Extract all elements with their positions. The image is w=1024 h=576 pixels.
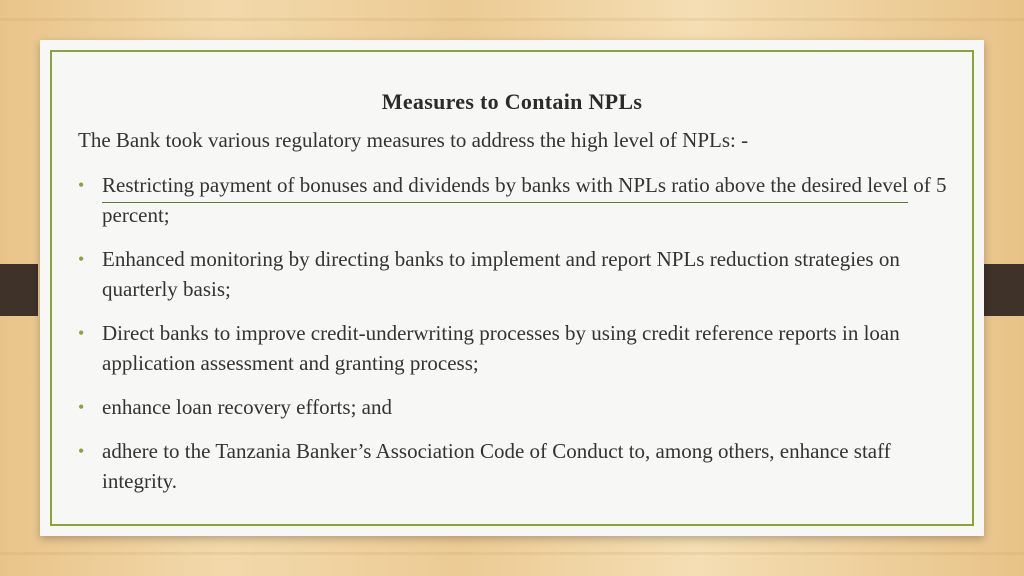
bullet-text: Restricting payment of bonuses and dividends by banks with NPLs ratio above the desired level of 5 percent; [102, 173, 947, 227]
bullet-text: enhance loan recovery efforts; and [102, 395, 392, 419]
bullet-text: adhere to the Tanzania Banker’s Association Code of Conduct to, among others, enhance staff integrity. [102, 439, 891, 493]
bullet-item [78, 392, 958, 422]
bullet-item [78, 436, 958, 496]
bullet-list [78, 170, 958, 510]
slide-title: Measures to Contain NPLs [381, 89, 643, 114]
bullet-icon: • [78, 441, 85, 461]
bullet-item [78, 170, 958, 230]
left-edge-tab [0, 264, 38, 316]
slide-card [40, 40, 984, 536]
bullet-item [78, 244, 958, 304]
bullet-icon: • [78, 249, 85, 269]
bullet-text: Enhanced monitoring by directing banks to implement and report NPLs reduction strategies on quarterly basis; [102, 247, 900, 301]
bullet-icon: • [78, 323, 85, 343]
wood-grain [0, 18, 1024, 21]
bullet-item [78, 318, 958, 378]
intro-text: The Bank took various regulatory measures to address the high level of NPLs: - [78, 128, 749, 152]
underline-rule [102, 202, 908, 203]
wood-grain [0, 552, 1024, 555]
bullet-icon: • [78, 397, 85, 417]
bullet-icon: • [78, 175, 85, 195]
bullet-text: Direct banks to improve credit-underwriting processes by using credit reference reports in loan application assessment and granting process; [102, 321, 900, 375]
